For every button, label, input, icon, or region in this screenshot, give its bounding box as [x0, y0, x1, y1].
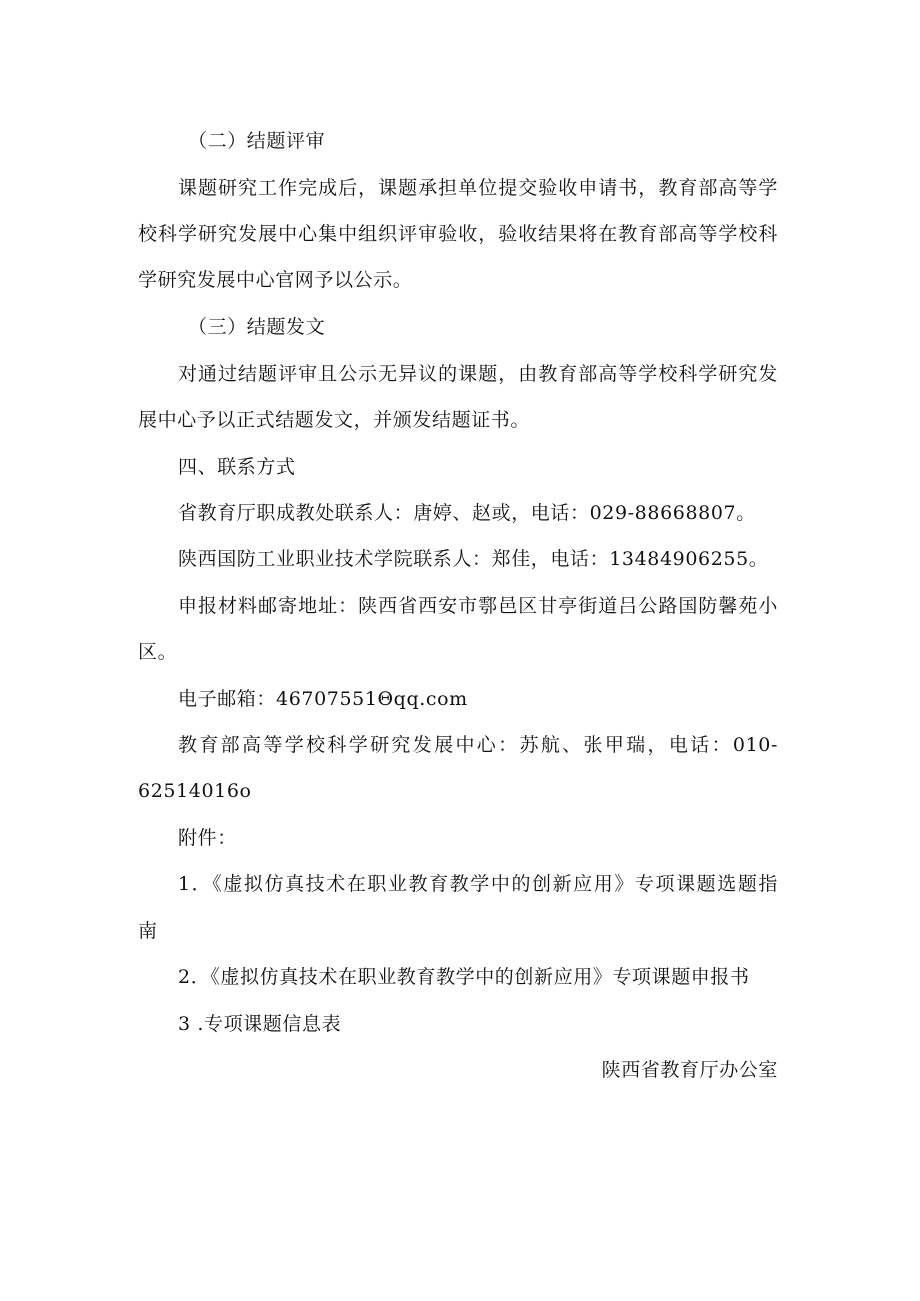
issuing-office-signature: 陕西省教育厅办公室 — [601, 1059, 778, 1081]
contact-provincial-office: 省教育厅职成教处联系人：唐婷、赵或，电话：029-88668807。 — [178, 502, 756, 524]
section-heading-issue: （三）结题发文 — [188, 316, 326, 338]
paragraph-review-line-3: 学研究发展中心官网予以公示。 — [138, 269, 413, 291]
attachment-1-line-1: 1．《虚拟仿真技术在职业教育教学中的创新应用》专项课题选题指 — [178, 873, 778, 895]
attachments-label: 附件： — [178, 827, 237, 849]
contact-shaanxi-institute: 陕西国防工业职业技术学院联系人：郑佳，电话：13484906255。 — [178, 548, 769, 570]
paragraph-review-line-2: 校科学研究发展中心集中组织评审验收，验收结果将在教育部高等学校科 — [138, 223, 778, 245]
attachment-2: 2．《虚拟仿真技术在职业教育教学中的创新应用》专项课题申报书 — [178, 966, 750, 988]
contact-center-line-1: 教育部高等学校科学研究发展中心：苏航、张甲瑞，电话：010- — [178, 734, 778, 756]
mailing-address-line-2: 区。 — [138, 641, 178, 663]
attachment-1-line-2: 南 — [138, 920, 158, 942]
paragraph-issue-line-2: 展中心予以正式结题发文，并颁发结题证书。 — [138, 409, 531, 431]
mailing-address-line-1: 申报材料邮寄地址：陕西省西安市鄠邑区甘亭街道吕公路国防馨苑小 — [178, 595, 778, 617]
contact-center-line-2: 62514016o — [138, 780, 252, 802]
paragraph-issue-line-1: 对通过结题评审且公示无异议的课题，由教育部高等学校科学研究发 — [178, 363, 778, 385]
paragraph-review-line-1: 课题研究工作完成后，课题承担单位提交验收申请书，教育部高等学 — [178, 177, 778, 199]
attachment-3: 3 .专项课题信息表 — [178, 1013, 342, 1035]
section-heading-review: （二）结题评审 — [188, 130, 326, 152]
email-line: 电子邮箱：46707551Θqq.com — [178, 688, 468, 710]
section-heading-contact: 四、联系方式 — [178, 456, 296, 478]
